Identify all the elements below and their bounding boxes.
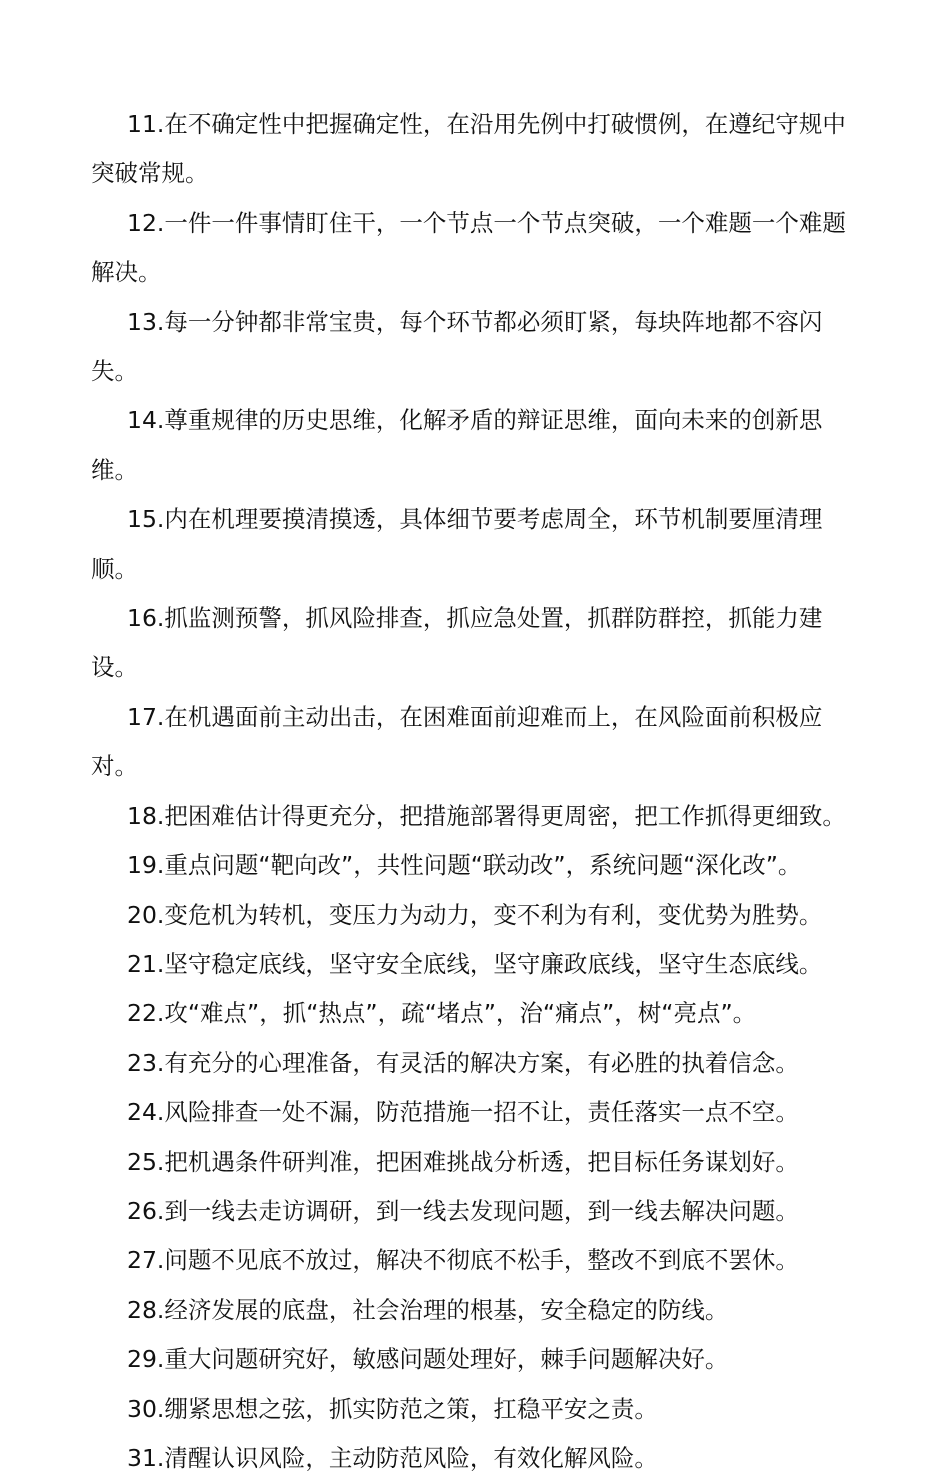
list-item: 24.风险排查一处不漏，防范措施一招不让，责任落实一点不空。 — [127, 1098, 799, 1127]
list-item: 20.变危机为转机，变压力为动力，变不利为有利，变优势为胜势。 — [127, 900, 823, 929]
list-item: 25.把机遇条件研判准，把困难挑战分析透，把目标任务谋划好。 — [127, 1147, 799, 1176]
list-item: 22.攻“难点”，抓“热点”，疏“堵点”，治“痛点”，树“亮点”。 — [127, 999, 757, 1028]
list-item: 26.到一线去走访调研，到一线去发现问题，到一线去解决问题。 — [127, 1196, 799, 1225]
list-item: 12.一件一件事情盯住干，一个节点一个节点突破，一个难题一个难题解决。 — [91, 208, 846, 287]
list-item: 27.问题不见底不放过，解决不彻底不松手，整改不到底不罢休。 — [127, 1246, 799, 1275]
list-item: 14.尊重规律的历史思维，化解矛盾的辩证思维，面向未来的创新思维。 — [91, 406, 823, 484]
list-item: 17.在机遇面前主动出击，在困难面前迎难而上，在风险面前积极应对。 — [91, 702, 823, 781]
list-item: 21.坚守稳定底线，坚守安全底线，坚守廉政底线，坚守生态底线。 — [127, 949, 823, 978]
document-body — [91, 100, 866, 1483]
list-item: 23.有充分的心理准备，有灵活的解决方案，有必胜的执着信念。 — [127, 1048, 799, 1077]
list-item: 28.经济发展的底盘，社会治理的根基，安全稳定的防线。 — [127, 1295, 729, 1324]
list-item: 18.把困难估计得更充分，把措施部署得更周密，把工作抓得更细致。 — [127, 801, 846, 830]
list-item: 11.在不确定性中把握确定性，在沿用先例中打破惯例，在遵纪守规中突破常规。 — [91, 110, 846, 188]
list-item: 15.内在机理要摸清摸透，具体细节要考虑周全，环节机制要厘清理顺。 — [91, 505, 823, 583]
list-item: 13.每一分钟都非常宝贵，每个环节都必须盯紧，每块阵地都不容闪失。 — [91, 307, 823, 386]
list-item: 16.抓监测预警，抓风险排查，抓应急处置，抓群防群控，抓能力建设。 — [91, 604, 823, 682]
list-item: 29.重大问题研究好，敏感问题处理好，棘手问题解决好。 — [127, 1345, 729, 1374]
list-item: 19.重点问题“靶向改”，共性问题“联动改”，系统问题“深化改”。 — [127, 851, 802, 880]
list-item: 30.绷紧思想之弦，抓实防范之策，扛稳平安之责。 — [127, 1394, 658, 1423]
list-item: 31.清醒认识风险，主动防范风险，有效化解风险。 — [127, 1443, 658, 1472]
